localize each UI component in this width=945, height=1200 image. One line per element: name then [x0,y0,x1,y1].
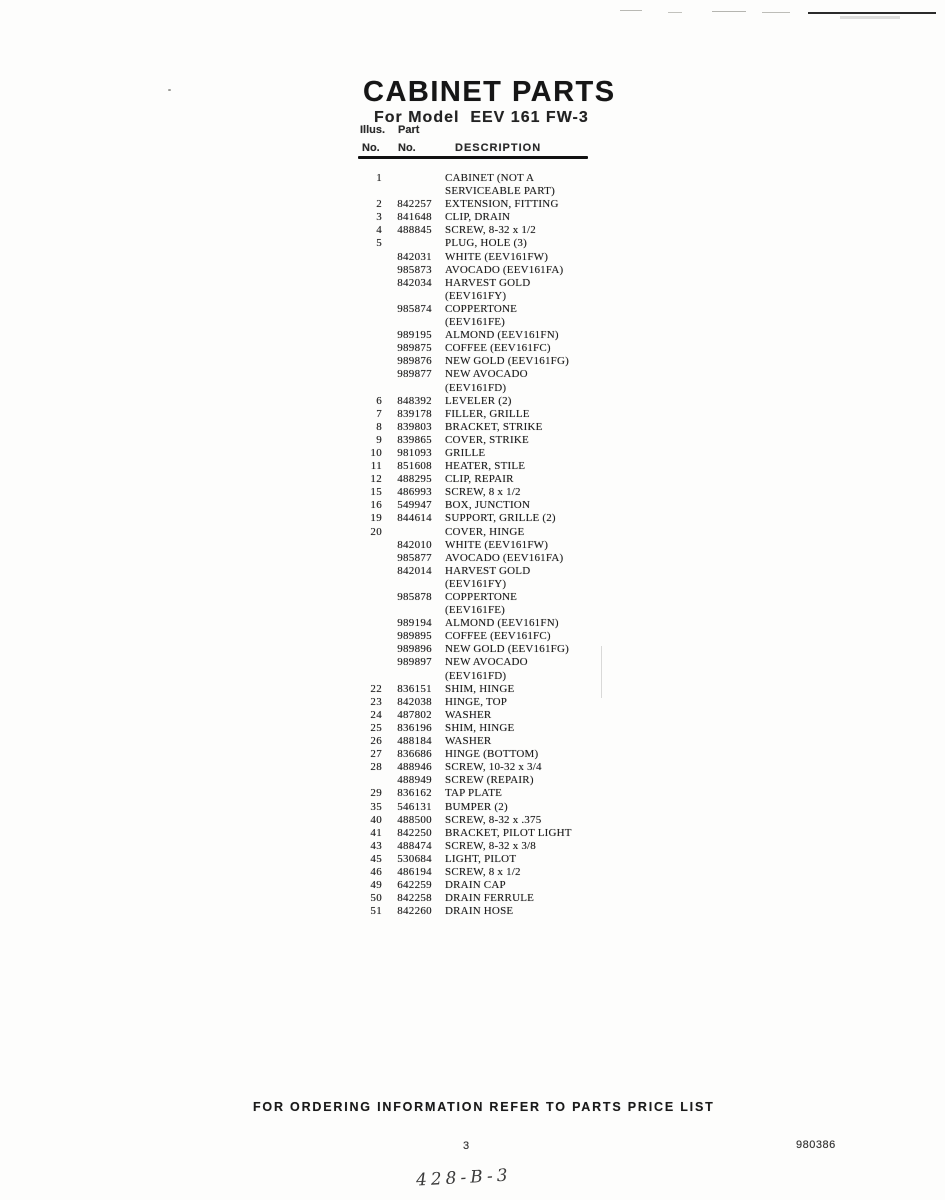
illus-no-cell: 50 [370,892,382,905]
illus-no-cell: 22 [370,682,382,695]
description-cell: HARVEST GOLD (EEV161FY) [445,276,531,302]
part-no-cell: 851608 [397,460,432,473]
part-no-cell: 488474 [397,839,432,852]
description-cell: SHIM, HINGE [445,721,515,734]
illus-no-cell: 9 [376,433,382,446]
description-cell: WHITE (EEV161FW) [445,538,549,551]
parts-table [356,172,656,918]
illus-no-cell: 4 [376,224,382,237]
table-row [356,277,656,303]
table-row [356,434,656,447]
table-row [356,237,656,250]
part-no-cell: 848392 [397,394,432,407]
part-no-cell: 836686 [397,748,432,761]
part-no-cell: 488295 [397,473,432,486]
illus-no-cell: 25 [370,721,382,734]
scan-artifact [762,12,790,13]
column-header-illus-no: No. [362,142,380,154]
table-row [356,224,656,237]
description-cell: COVER, HINGE [445,525,525,538]
illus-no-cell: 41 [370,826,382,839]
table-row [356,355,656,368]
description-cell: AVOCADO (EEV161FA) [445,263,564,276]
table-row [356,395,656,408]
part-no-cell: 642259 [397,879,432,892]
description-cell: SCREW, 8 x 1/2 [445,486,521,499]
table-row [356,552,656,565]
page-number: 3 [463,1140,470,1152]
description-cell: BUMPER (2) [445,800,508,813]
part-no-cell: 836162 [397,787,432,800]
table-row [356,905,656,918]
ordering-note: FOR ORDERING INFORMATION REFER TO PARTS PRICE LIST [253,1100,715,1114]
table-row [356,683,656,696]
description-cell: ALMOND (EEV161FN) [445,617,559,630]
column-header-part: Part [398,124,420,136]
description-cell: WASHER [445,735,492,748]
description-cell: TAP PLATE [445,787,503,800]
illus-no-cell: 8 [376,420,382,433]
table-row [356,447,656,460]
description-cell: ALMOND (EEV161FN) [445,329,559,342]
column-header-part-no: No. [398,142,416,154]
table-row [356,473,656,486]
scan-artifact [668,12,682,13]
description-cell: LIGHT, PILOT [445,852,517,865]
table-row [356,539,656,552]
illus-no-cell: 15 [370,486,382,499]
part-no-cell: 839178 [397,407,432,420]
description-cell: SUPPORT, GRILLE (2) [445,512,556,525]
part-no-cell: 487802 [397,708,432,721]
part-no-cell: 839865 [397,433,432,446]
scan-artifact [712,11,746,12]
part-no-cell: 841648 [397,211,432,224]
table-header-rule [358,156,588,159]
description-cell: NEW GOLD (EEV161FG) [445,355,569,368]
part-no-cell: 842250 [397,826,432,839]
description-cell: FILLER, GRILLE [445,407,530,420]
part-no-cell: 989896 [397,643,432,656]
table-row [356,761,656,774]
description-cell: SCREW, 8 x 1/2 [445,865,521,878]
part-no-cell: 989877 [397,368,432,381]
part-no-cell: 842258 [397,892,432,905]
column-header-illus: Illus. [360,124,386,136]
illus-no-cell: 43 [370,839,382,852]
illus-no-cell: 12 [370,473,382,486]
table-row [356,617,656,630]
table-row [356,735,656,748]
table-row [356,709,656,722]
description-cell: BRACKET, PILOT LIGHT [445,826,572,839]
part-no-cell: 486194 [397,865,432,878]
table-row [356,748,656,761]
page-title: CABINET PARTS [363,76,616,108]
description-cell: HEATER, STILE [445,460,526,473]
table-row [356,408,656,421]
description-cell: CLIP, DRAIN [445,211,511,224]
illus-no-cell: 19 [370,512,382,525]
description-cell: LEVELER (2) [445,394,512,407]
description-cell: DRAIN FERRULE [445,892,535,905]
description-cell: PLUG, HOLE (3) [445,237,527,250]
description-cell: EXTENSION, FITTING [445,198,559,211]
table-row [356,368,656,394]
part-no-cell: 836196 [397,721,432,734]
table-row [356,460,656,473]
part-no-cell: 488500 [397,813,432,826]
illus-no-cell: 51 [370,905,382,918]
illus-no-cell: 6 [376,394,382,407]
description-cell: HINGE, TOP [445,695,508,708]
description-cell: SCREW, 8-32 x 1/2 [445,224,537,237]
description-cell: AVOCADO (EEV161FA) [445,551,564,564]
description-cell: HINGE (BOTTOM) [445,748,539,761]
table-row [356,801,656,814]
part-no-cell: 530684 [397,852,432,865]
part-no-cell: 488946 [397,761,432,774]
scan-artifact [808,12,936,14]
table-row [356,827,656,840]
description-cell: SHIM, HINGE [445,682,515,695]
part-no-cell: 842010 [397,538,432,551]
illus-no-cell: 40 [370,813,382,826]
table-row [356,251,656,264]
illus-no-cell: 1 [376,172,382,184]
part-no-cell: 989875 [397,342,432,355]
illus-no-cell: 28 [370,761,382,774]
description-cell: BRACKET, STRIKE [445,420,543,433]
illus-no-cell: 5 [376,237,382,250]
description-cell: COFFEE (EEV161FC) [445,630,551,643]
illus-no-cell: 45 [370,852,382,865]
table-row [356,342,656,355]
part-no-cell: 842257 [397,198,432,211]
table-row [356,211,656,224]
illus-no-cell: 11 [370,460,382,473]
table-row [356,853,656,866]
part-no-cell: 985877 [397,551,432,564]
illus-no-cell: 10 [370,446,382,459]
part-no-cell: 989194 [397,617,432,630]
illus-no-cell: 7 [376,407,382,420]
part-no-cell: 985878 [397,591,432,603]
scan-artifact [840,16,900,19]
description-cell: CABINET (NOT A SERVICEABLE PART) [445,172,555,198]
part-no-cell: 488845 [397,224,432,237]
description-cell: CLIP, REPAIR [445,473,514,486]
description-cell: COPPERTONE (EEV161FE) [445,591,518,617]
illus-no-cell: 23 [370,695,382,708]
column-header-description: DESCRIPTION [455,142,542,154]
part-no-cell: 546131 [397,800,432,813]
table-row [356,879,656,892]
description-cell: COFFEE (EEV161FC) [445,342,551,355]
part-no-cell: 842034 [397,276,432,289]
table-row [356,840,656,853]
part-no-cell: 842260 [397,905,432,918]
part-no-cell: 486993 [397,486,432,499]
part-no-cell: 985874 [397,302,432,315]
table-row [356,303,656,329]
part-no-cell: 488184 [397,735,432,748]
table-row [356,421,656,434]
description-cell: NEW AVOCADO (EEV161FD) [445,368,528,394]
part-no-cell: 836151 [397,682,432,695]
table-row [356,656,656,682]
illus-no-cell: 49 [370,879,382,892]
part-no-cell: 842038 [397,695,432,708]
illus-no-cell: 20 [370,525,382,538]
part-no-cell: 844614 [397,512,432,525]
illus-no-cell: 2 [376,198,382,211]
description-cell: GRILLE [445,446,486,459]
illus-no-cell: 16 [370,499,382,512]
table-row [356,814,656,827]
description-cell: NEW AVOCADO (EEV161FD) [445,656,528,682]
part-no-cell: 981093 [397,446,432,459]
table-row [356,198,656,211]
description-cell: BOX, JUNCTION [445,499,531,512]
description-cell: DRAIN HOSE [445,905,514,918]
part-no-cell: 989897 [397,656,432,669]
illus-no-cell: 26 [370,735,382,748]
table-row [356,866,656,879]
table-row [356,630,656,643]
scan-artifact [620,10,642,11]
table-row [356,774,656,787]
table-row [356,264,656,277]
table-row [356,696,656,709]
model-subtitle: For Model EEV 161 FW-3 [374,109,589,126]
part-no-cell: 839803 [397,420,432,433]
description-cell: NEW GOLD (EEV161FG) [445,643,569,656]
table-row [356,499,656,512]
description-cell: COVER, STRIKE [445,433,529,446]
description-cell: WASHER [445,708,492,721]
description-cell: SCREW (REPAIR) [445,774,534,787]
part-no-cell: 989195 [397,329,432,342]
table-row [356,643,656,656]
table-row [356,172,656,198]
table-row [356,787,656,800]
illus-no-cell: 24 [370,708,382,721]
description-cell: WHITE (EEV161FW) [445,250,549,263]
illus-no-cell: 35 [370,800,382,813]
table-row [356,892,656,905]
description-cell: COPPERTONE (EEV161FE) [445,302,518,329]
part-no-cell: 842031 [397,250,432,263]
part-no-cell: 989895 [397,630,432,643]
table-row [356,486,656,499]
description-cell: SCREW, 10-32 x 3/4 [445,761,542,774]
part-no-cell: 842014 [397,564,432,577]
handwritten-note: 428-B-3 [415,1165,513,1191]
illus-no-cell: 46 [370,865,382,878]
table-row [356,512,656,525]
table-row [356,329,656,342]
table-row [356,565,656,591]
doc-number: 980386 [796,1139,836,1151]
table-row [356,722,656,735]
description-cell: DRAIN CAP [445,879,506,892]
part-no-cell: 985873 [397,263,432,276]
table-row [356,591,656,617]
part-no-cell: 488949 [397,774,432,787]
table-row [356,526,656,539]
illus-no-cell: 29 [370,787,382,800]
description-cell: HARVEST GOLD (EEV161FY) [445,564,531,590]
description-cell: SCREW, 8-32 x 3/8 [445,839,537,852]
illus-no-cell: 3 [376,211,382,224]
illus-no-cell: 27 [370,748,382,761]
scan-artifact [168,89,171,91]
part-no-cell: 989876 [397,355,432,368]
description-cell: SCREW, 8-32 x .375 [445,813,542,826]
part-no-cell: 549947 [397,499,432,512]
